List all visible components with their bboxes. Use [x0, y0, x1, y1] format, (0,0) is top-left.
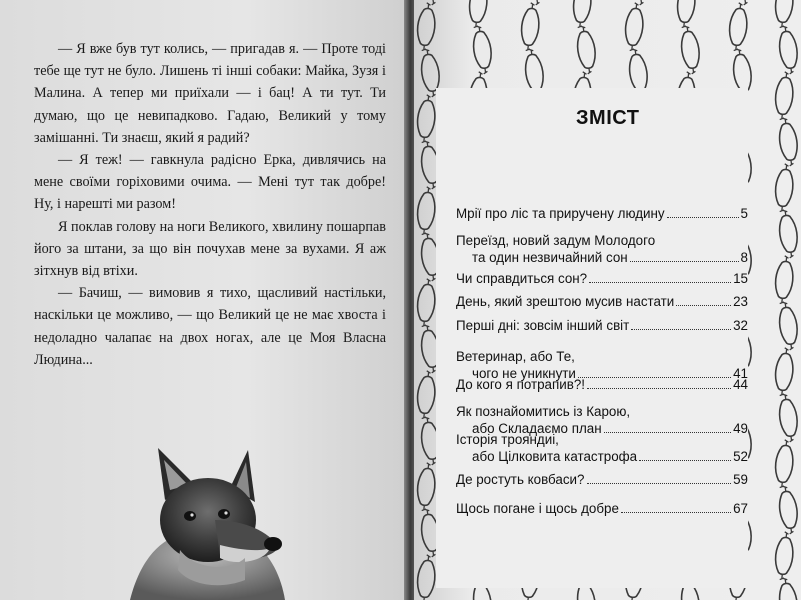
- paragraph-4: — Бачиш, — вимовив я тихо, щасливий настільки, наскільки це можливо, — що Великий це не має хвоста і недоладно чалапає на двох ногах, але це Моя Власна Людина...: [34, 285, 386, 368]
- toc-page-number: 52: [733, 449, 748, 464]
- leader-dots: [587, 482, 732, 484]
- toc-page-number: 23: [733, 294, 748, 309]
- toc-page-number: 59: [733, 472, 748, 487]
- sausage-icon: [415, 370, 437, 420]
- leader-dots: [589, 281, 731, 283]
- toc-entry-title: або Цілковита катастрофа: [472, 449, 638, 464]
- sausage-icon: [773, 0, 795, 29]
- sausage-icon: [415, 186, 437, 236]
- story-text: [34, 38, 386, 371]
- toc-page-number: 8: [740, 250, 748, 265]
- sausage-icon: [773, 347, 795, 397]
- sausage-icon: [773, 71, 795, 121]
- sausage-icon: [777, 577, 801, 600]
- toc-entry-title: або Складаємо план: [472, 421, 602, 436]
- paragraph-2: — Я теж! — гавкнула радісно Ерка, дивлячись на мене своїми горіховими очима. — Мені тут так добре! Ну, і нарешті ми разом!: [34, 152, 386, 213]
- sausage-icon: [777, 485, 801, 535]
- toc-entry[interactable]: [456, 232, 748, 266]
- toc-page-number: 32: [733, 318, 748, 333]
- paragraph-1: — Я вже був тут колись, — пригадав я. — Проте тоді тебе ще тут не було. Лишень ті інші собаки: Майка, Зузя і Малина. А тепер ми приїхали — і бац! А ти тут. Ти думаю, що це невипадково. Гадаю, Великий у тому замішанні. Ти знаєш, який я радий?: [34, 41, 386, 146]
- toc-entry[interactable]: [456, 293, 748, 310]
- sausage-icon: [777, 117, 801, 167]
- sausage-icon: [467, 0, 489, 29]
- toc-entry-title: Історія трояндиі,: [456, 432, 559, 447]
- toc-page-number: 5: [740, 206, 748, 221]
- toc-entry[interactable]: [456, 317, 748, 334]
- toc-entry-title: До кого я потрапив?!: [456, 377, 586, 392]
- toc-title: ЗМІСТ: [576, 107, 640, 129]
- toc-page-number: 15: [733, 271, 748, 286]
- leader-dots: [639, 459, 731, 461]
- sausage-icon: [575, 25, 599, 75]
- leader-dots: [630, 260, 739, 262]
- sausage-icon: [773, 531, 795, 581]
- toc-page-number: 67: [733, 501, 748, 516]
- sausage-icon: [415, 278, 437, 328]
- toc-entry-title: День, який зрештою мусив настати: [456, 294, 675, 309]
- leader-dots: [631, 328, 731, 330]
- sausage-icon: [773, 439, 795, 489]
- toc-entry-title: Як познайомитись із Карою,: [456, 404, 631, 419]
- toc-entry[interactable]: [456, 270, 748, 287]
- sausage-icon: [519, 2, 541, 52]
- sausage-icon: [571, 0, 593, 29]
- sausage-icon: [415, 94, 437, 144]
- toc-page-number: 41: [733, 366, 748, 381]
- toc-entry-title: Чи справдиться сон?: [456, 271, 588, 286]
- sausage-icon: [777, 25, 801, 75]
- sausage-icon: [415, 2, 437, 52]
- sausage-icon: [415, 554, 437, 600]
- toc-entry-title: Щось погане і щось добре: [456, 501, 619, 516]
- sausage-icon: [415, 462, 437, 512]
- sausage-icon: [727, 2, 749, 52]
- sausage-icon: [773, 163, 795, 213]
- leader-dots: [621, 511, 731, 513]
- sausage-icon: [777, 301, 801, 351]
- toc-entry-title: Перші дні: зовсім інший світ: [456, 318, 630, 333]
- sausage-icon: [471, 25, 495, 75]
- sausage-icon: [675, 0, 697, 29]
- sausage-icon: [773, 255, 795, 305]
- toc-entry-title: Мрії про ліс та приручену людину: [456, 206, 665, 221]
- leader-dots: [676, 304, 731, 306]
- sausage-icon: [777, 393, 801, 443]
- paragraph-3: Я поклав голову на ноги Великого, хвилину пошарпав його за штани, за що він почухав мене за вухами. Я аж зітхнув від втіхи.: [34, 218, 386, 280]
- sausage-icon: [623, 2, 645, 52]
- toc-entry[interactable]: [456, 500, 748, 517]
- leader-dots: [667, 216, 739, 218]
- toc-entry[interactable]: [456, 471, 748, 488]
- toc-entry[interactable]: [456, 205, 748, 222]
- dog-photo: [120, 440, 290, 600]
- sausage-icon: [777, 209, 801, 259]
- toc-entry-title: чого не уникнути: [472, 366, 576, 381]
- toc-entry[interactable]: [456, 431, 748, 465]
- toc-entry-title: та один незвичайний сон: [472, 250, 628, 265]
- toc-entry-title: Де ростуть ковбаси?: [456, 472, 585, 487]
- toc-entry-title: Ветеринар, або Те,: [456, 349, 575, 364]
- leader-dots: [587, 387, 731, 389]
- toc-page-number: 44: [733, 377, 748, 392]
- toc-entry-title: Переїзд, новий задум Молодого: [456, 233, 656, 248]
- toc-page-number: 49: [733, 421, 748, 436]
- toc-entry[interactable]: [456, 376, 748, 393]
- sausage-icon: [679, 25, 703, 75]
